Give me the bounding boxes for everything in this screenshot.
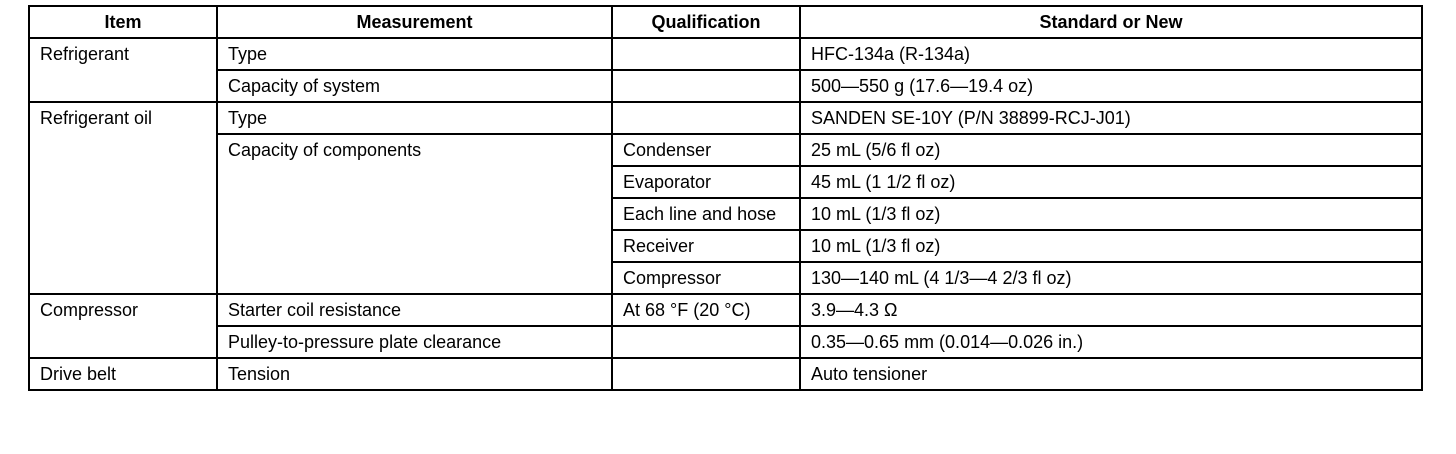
qualification-cell: Receiver	[612, 230, 800, 262]
qualification-cell: At 68 °F (20 °C)	[612, 294, 800, 326]
value-cell: SANDEN SE-10Y (P/N 38899-RCJ-J01)	[800, 102, 1422, 134]
header-row	[29, 6, 1422, 38]
table-row	[29, 70, 1422, 102]
item-cell: Compressor	[29, 294, 217, 358]
header-item: Item	[29, 6, 217, 38]
measurement-cell: Tension	[217, 358, 612, 390]
item-cell: Drive belt	[29, 358, 217, 390]
header-qualification: Qualification	[612, 6, 800, 38]
item-cell: Refrigerant	[29, 38, 217, 102]
qualification-cell: Compressor	[612, 262, 800, 294]
table-row	[29, 102, 1422, 134]
value-cell: 500—550 g (17.6—19.4 oz)	[800, 70, 1422, 102]
value-cell: 10 mL (1/3 fl oz)	[800, 198, 1422, 230]
value-cell: 130—140 mL (4 1/3—4 2/3 fl oz)	[800, 262, 1422, 294]
measurement-cell: Pulley-to-pressure plate clearance	[217, 326, 612, 358]
value-cell: 45 mL (1 1/2 fl oz)	[800, 166, 1422, 198]
value-cell: HFC-134a (R-134a)	[800, 38, 1422, 70]
qualification-cell	[612, 326, 800, 358]
measurement-cell: Capacity of components	[217, 134, 612, 294]
qualification-cell: Each line and hose	[612, 198, 800, 230]
table-row	[29, 38, 1422, 70]
measurement-cell: Capacity of system	[217, 70, 612, 102]
measurement-cell: Type	[217, 102, 612, 134]
table-row	[29, 358, 1422, 390]
qualification-cell: Condenser	[612, 134, 800, 166]
qualification-cell	[612, 358, 800, 390]
value-cell: 10 mL (1/3 fl oz)	[800, 230, 1422, 262]
value-cell: Auto tensioner	[800, 358, 1422, 390]
table-row	[29, 134, 1422, 166]
measurement-cell: Starter coil resistance	[217, 294, 612, 326]
table-row	[29, 294, 1422, 326]
value-cell: 25 mL (5/6 fl oz)	[800, 134, 1422, 166]
qualification-cell	[612, 70, 800, 102]
table-row	[29, 326, 1422, 358]
header-standard: Standard or New	[800, 6, 1422, 38]
item-cell: Refrigerant oil	[29, 102, 217, 294]
value-cell: 0.35—0.65 mm (0.014—0.026 in.)	[800, 326, 1422, 358]
qualification-cell	[612, 38, 800, 70]
value-cell: 3.9—4.3 Ω	[800, 294, 1422, 326]
specifications-table	[28, 5, 1423, 391]
header-measurement: Measurement	[217, 6, 612, 38]
measurement-cell: Type	[217, 38, 612, 70]
qualification-cell	[612, 102, 800, 134]
qualification-cell: Evaporator	[612, 166, 800, 198]
